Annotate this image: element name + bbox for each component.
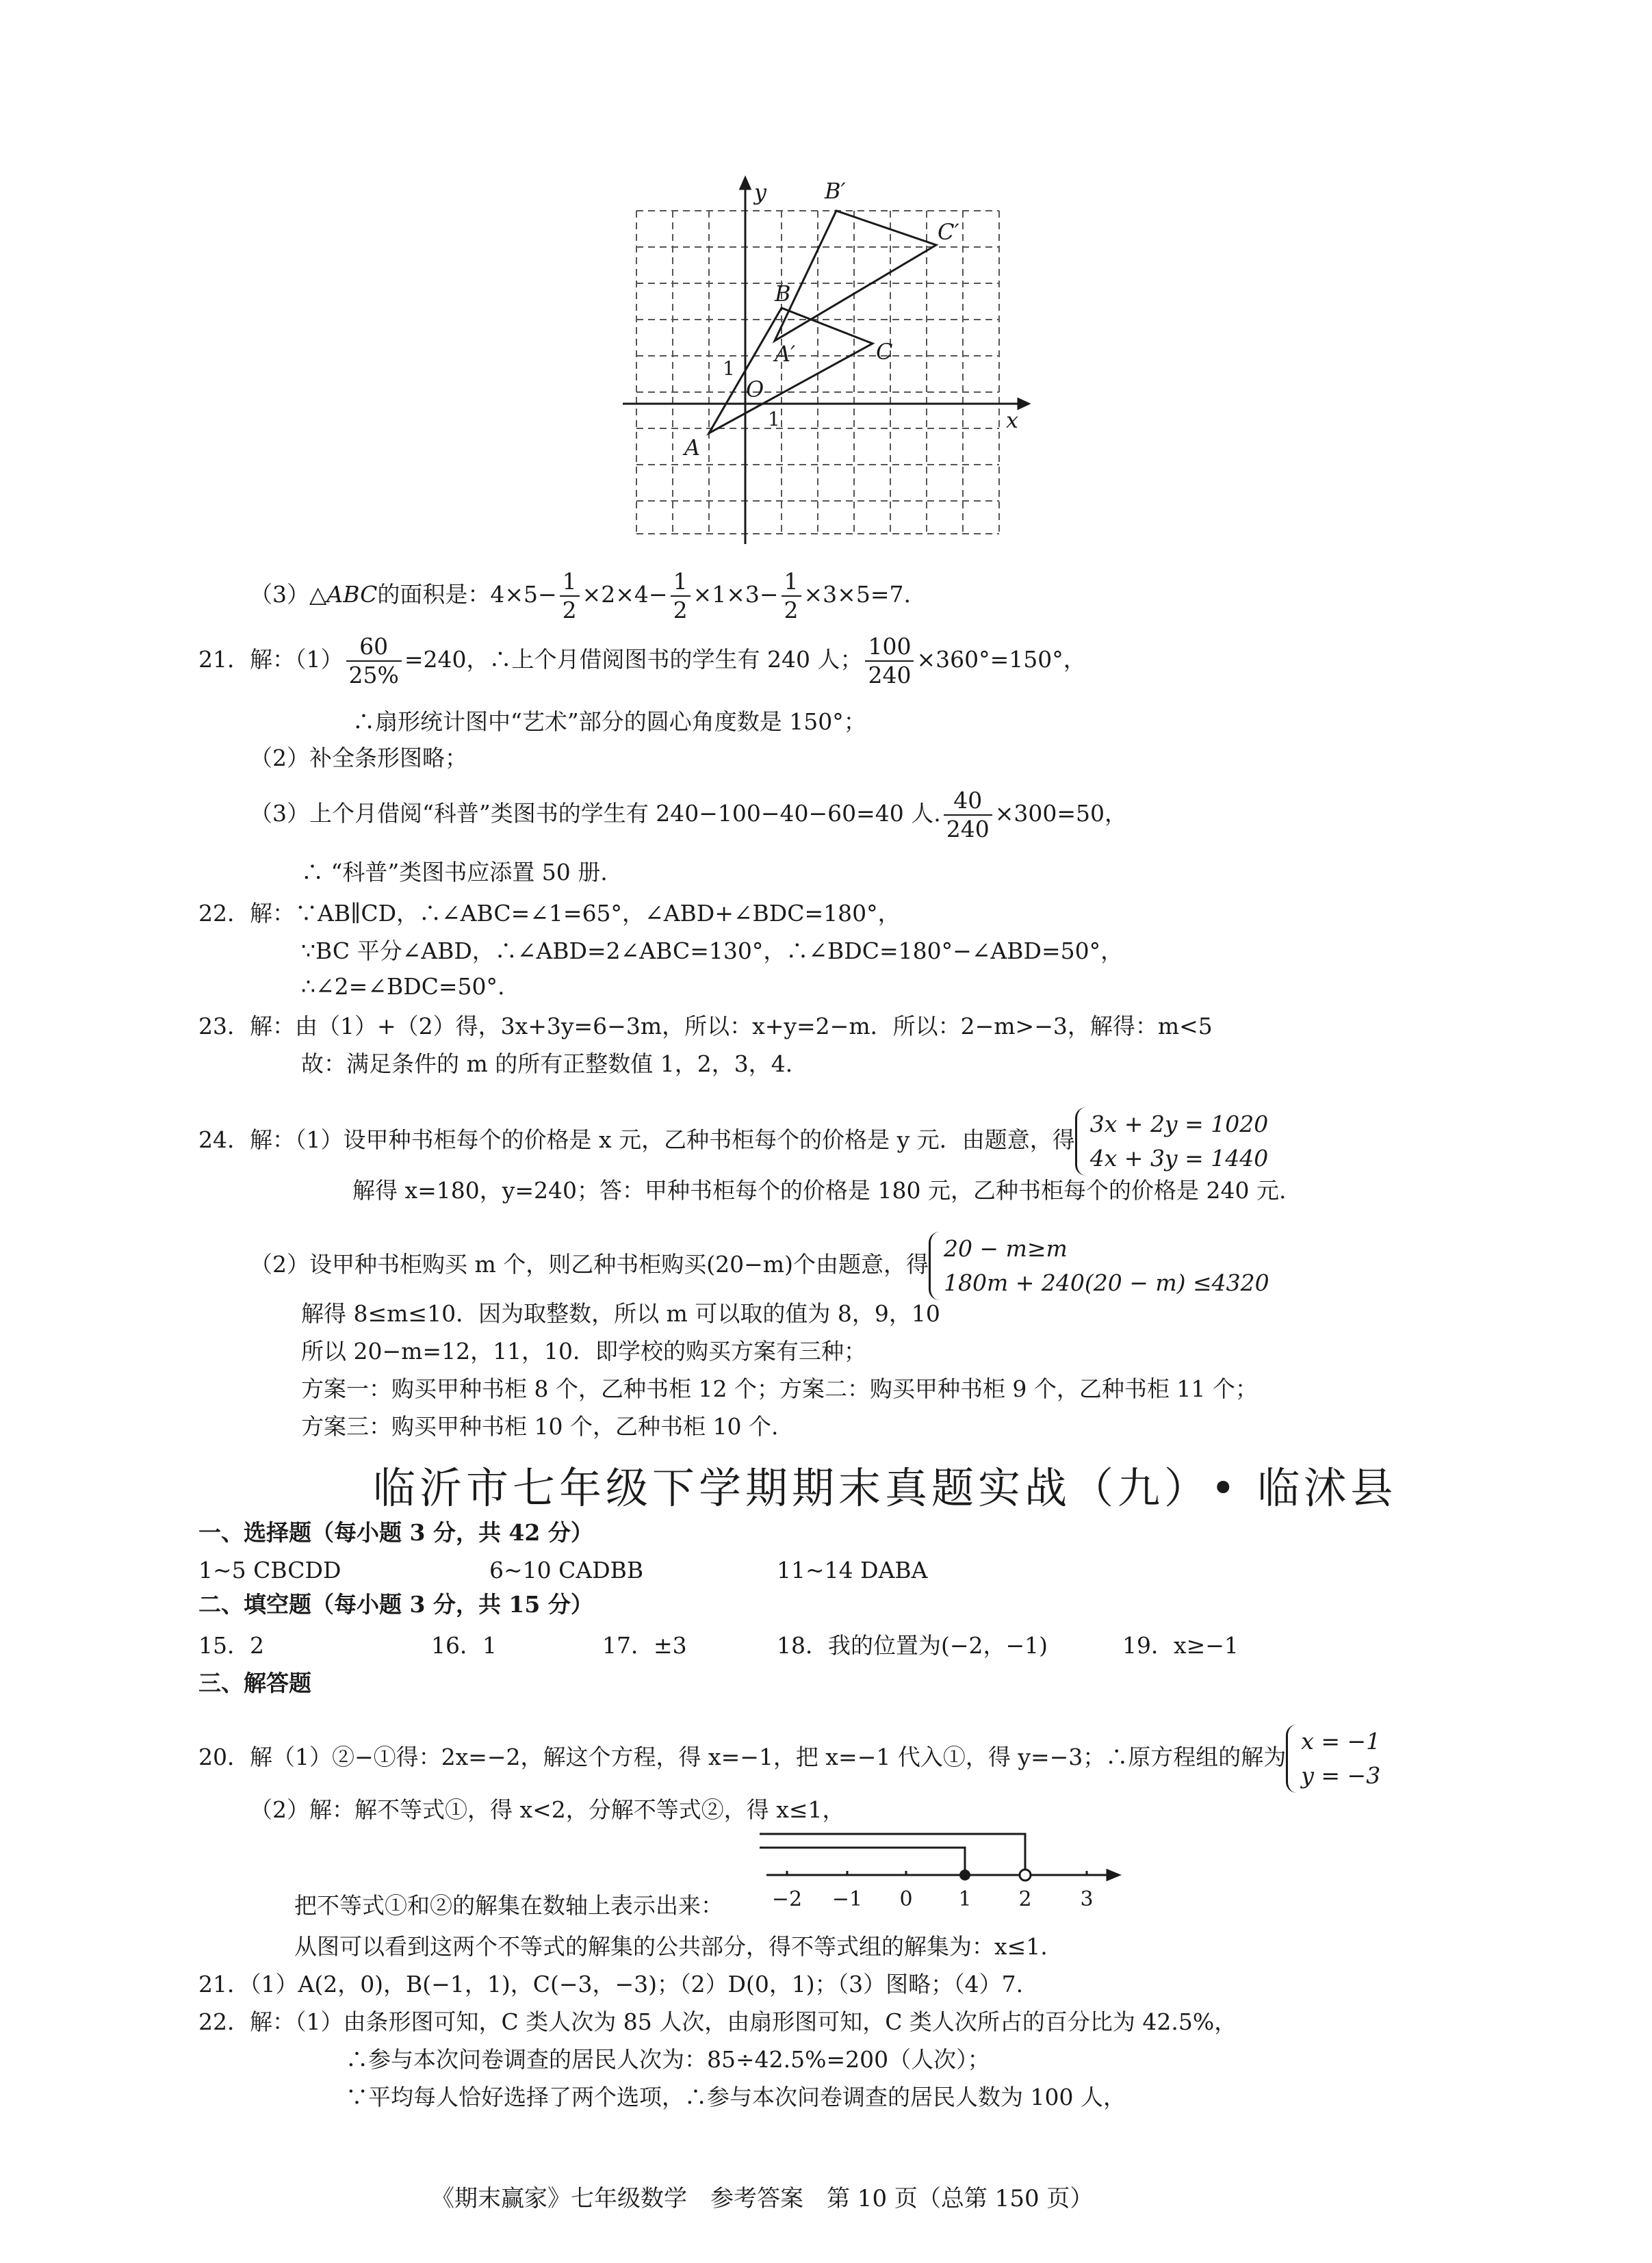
answer-16: 16．1 — [431, 1632, 497, 1659]
q24-system1: 3x + 2y = 1020 4x + 3y = 1440 — [1075, 1107, 1269, 1176]
p3-prefix: （3）△ — [250, 581, 327, 608]
q21-frac2: $\frac{100}{240}$ — [865, 633, 914, 689]
axis-y-label: y — [754, 179, 767, 205]
answer-15: 15．2 — [198, 1632, 264, 1659]
tick-neg2: −2 — [771, 1887, 803, 1911]
point-a-prime: A′ — [775, 341, 796, 367]
q20-line2: （2）解：解不等式①，得 x<2，分解不等式②，得 x≤1， — [250, 1796, 845, 1823]
q24-line3-text: （2）设甲种书柜购买 m 个，则乙种书柜购买(20−m)个由题意，得 — [250, 1251, 929, 1278]
q21-line4 — [250, 787, 1127, 843]
p3-text1: 的面积是：4×5− — [377, 581, 557, 608]
q21-line4-text: （3）上个月借阅“科普”类图书的学生有 240−100−40−60=40 人. — [250, 800, 941, 827]
p3-abc: ABC — [326, 581, 378, 608]
coordinate-figure — [616, 171, 1040, 554]
q21-text1: =240，∴上个月借阅图书的学生有 240 人； — [404, 646, 863, 673]
answer-17: 17．±3 — [602, 1632, 687, 1659]
q22-line1-b: 22．解：（1）由条形图可知，C 类人次为 85 人次，由扇形图可知，C 类人次所占的百分比为 42.5%， — [198, 2008, 1237, 2035]
p3-frac1: $\frac{1}{2}$ — [560, 568, 580, 624]
unit-x-label: 1 — [768, 408, 780, 430]
q21-line2: ∴扇形统计图中“艺术”部分的圆心角度数是 150°； — [352, 708, 866, 735]
q23-line1: 23．解：由（1）+（2）得，3x+3y=6−3m，所以：x+y=2−m．所以：2−m>−3，解得：m<5 — [198, 1013, 1213, 1039]
tick-3: 3 — [1080, 1887, 1094, 1911]
point-c: C — [876, 339, 893, 365]
q22-line2: ∵BC 平分∠ABD，∴∠ABD=2∠ABC=130°，∴∠BDC=180°−∠ABD=50°， — [301, 937, 1124, 964]
q21-frac3: $\frac{40}{240}$ — [944, 787, 992, 843]
q20-line1-text: 20．解（1）②−①得：2x=−2，解这个方程，得 x=−1，把 x=−1 代入①，得 y=−3；∴原方程组的解为 — [198, 1744, 1287, 1770]
q24-line6: 方案一：购买甲种书柜 8 个，乙种书柜 12 个；方案二：购买甲种书柜 9 个，乙种书柜 11 个； — [301, 1375, 1258, 1402]
closed-dot-1 — [959, 1870, 970, 1880]
p3-frac2: $\frac{1}{2}$ — [671, 568, 691, 624]
part2-heading: 二、填空题（每小题 3 分，共 15 分） — [198, 1591, 593, 1618]
part3-heading: 三、解答题 — [198, 1670, 311, 1696]
q22-line3-b: ∵平均每人恰好选择了两个选项，∴参与本次问卷调查的居民人数为 100 人， — [346, 2084, 1126, 2110]
p3-line — [250, 568, 911, 624]
q22-line1: 22．解：∵AB∥CD，∴∠ABC=∠1=65°，∠ABD+∠BDC=180°， — [198, 900, 901, 927]
part1-answers-2: 6~10 CADBB — [489, 1557, 644, 1583]
q24-system2: 20 − m≥m 180m + 240(20 − m) ≤4320 — [929, 1232, 1269, 1300]
q23-line2: 故：满足条件的 m 的所有正整数值 1，2，3，4. — [301, 1050, 793, 1077]
open-dot-2 — [1020, 1870, 1031, 1880]
tick-neg1: −1 — [831, 1887, 863, 1911]
q24-line1-text: 24．解：（1）设甲种书柜每个的价格是 x 元，乙种书柜每个的价格是 y 元．由题意，得 — [198, 1126, 1075, 1153]
point-c-prime: C′ — [938, 219, 959, 245]
origin-label: O — [746, 376, 764, 402]
q24-line3 — [250, 1232, 1269, 1300]
q21-line3: （2）补全条形图略； — [250, 745, 467, 771]
triangles — [709, 211, 936, 433]
q20-line1 — [198, 1724, 1380, 1793]
part1-answers-1: 1~5 CBCDD — [198, 1557, 341, 1583]
p3-text4: ×3×5=7. — [803, 581, 911, 608]
point-b-prime: B′ — [825, 178, 846, 204]
q21-label: 21．解：（1） — [198, 646, 344, 673]
part1-answers-3: 11~14 DABA — [777, 1557, 928, 1583]
q24-line7: 方案三：购买甲种书柜 10 个，乙种书柜 10 个. — [301, 1413, 779, 1440]
q20-line3: 把不等式①和②的解集在数轴上表示出来： — [294, 1892, 723, 1919]
point-a: A — [684, 435, 701, 461]
unit-y-label: 1 — [723, 357, 735, 380]
section-title: 临沂市七年级下学期期末真题实战（九）• 临沭县 — [373, 1463, 1397, 1513]
q24-line2: 解得 x=180，y=240；答：甲种书柜每个的价格是 180 元，乙种书柜每个的价格是 240 元. — [352, 1177, 1287, 1204]
answer-18: 18．我的位置为(−2，−1) — [777, 1632, 1048, 1659]
q20-line4: 从图可以看到这两个不等式的解集的公共部分，得不等式组的解集为：x≤1. — [294, 1933, 1048, 1960]
q24-line1 — [198, 1107, 1268, 1176]
part1-heading: 一、选择题（每小题 3 分，共 42 分） — [198, 1519, 593, 1546]
answer-19: 19．x≥−1 — [1122, 1632, 1239, 1659]
q21-frac1: $\frac{60}{25\%}$ — [346, 633, 402, 689]
page-footer: 《期末赢家》七年级数学 参考答案 第 10 页（总第 150 页） — [431, 2185, 1094, 2212]
p3-frac3: $\frac{1}{2}$ — [782, 568, 801, 624]
triangle-abc-prime — [775, 211, 936, 341]
q21-answers: 21．（1）A(2，0)，B(−1，1)，C(−3，−3)；（2）D(0，1)；（3）图略；（4）7. — [198, 1971, 1024, 1997]
q22-line3: ∴∠2=∠BDC=50°. — [301, 973, 505, 1000]
q21-line5: ∴ “科普”类图书应添置 50 册. — [301, 859, 608, 885]
q21-line1 — [198, 633, 1086, 689]
p3-text3: ×1×3− — [693, 581, 779, 608]
q24-line5: 所以 20−m=12，11，10．即学校的购买方案有三种； — [301, 1338, 867, 1365]
q21-text2: ×360°=150°， — [916, 646, 1086, 673]
q24-line4: 解得 8≤m≤10．因为取整数，所以 m 可以取的值为 8，9，10 — [301, 1300, 940, 1327]
q20-system: x = −1 y = −3 — [1286, 1724, 1380, 1793]
tick-2: 2 — [1018, 1887, 1032, 1911]
tick-1: 1 — [958, 1887, 972, 1911]
q21-text3: ×300=50， — [994, 800, 1128, 827]
grid — [636, 211, 999, 534]
p3-text2: ×2×4− — [582, 581, 668, 608]
q22-line2-b: ∴参与本次问卷调查的居民人次为：85÷42.5%=200（人次）； — [346, 2046, 990, 2073]
point-b: B — [775, 281, 791, 307]
axis-x-label: x — [1006, 407, 1019, 433]
number-line — [760, 1827, 1129, 1916]
tick-0: 0 — [899, 1887, 913, 1911]
